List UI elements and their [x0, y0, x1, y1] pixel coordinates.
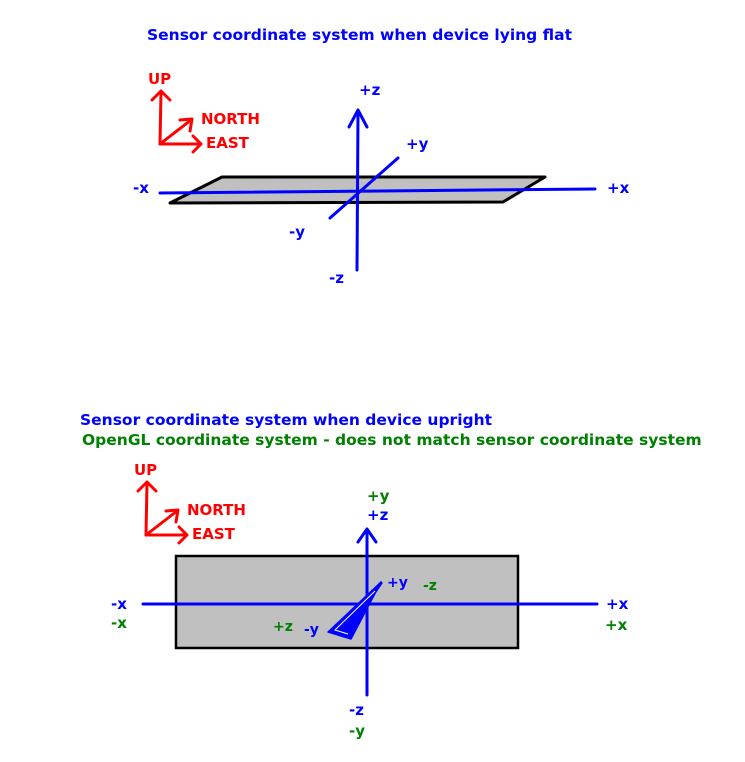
flat-pz-label: +z	[359, 81, 381, 99]
upright-pz-label: +z	[367, 506, 389, 524]
up-arrow	[160, 92, 161, 144]
flat-east-label: EAST	[206, 134, 249, 152]
upright-compass	[138, 482, 187, 543]
flat-px-label: +x	[607, 179, 630, 197]
upright-section	[80, 411, 702, 740]
flat-ny-label: -y	[289, 223, 306, 241]
north-arrow	[146, 511, 177, 535]
upright-px-label: +x	[606, 595, 629, 613]
upright-subtitle: OpenGL coordinate system - does not match sensor coordinate system	[82, 431, 702, 449]
upright-ny-label: -y	[304, 622, 319, 638]
upright-nz-label: -z	[349, 701, 364, 719]
flat-compass	[152, 91, 201, 152]
flat-north-label: NORTH	[201, 110, 260, 128]
upright-north-label: NORTH	[187, 501, 246, 519]
upright-title: Sensor coordinate system when device upright	[80, 411, 493, 429]
flat-py-label: +y	[406, 135, 429, 153]
upright-py-label: +y	[387, 575, 408, 591]
flat-nz-label: -z	[329, 269, 344, 287]
up-arrow	[146, 483, 147, 535]
flat-up-label: UP	[148, 70, 172, 88]
north-arrow	[160, 120, 191, 144]
opengl-nx-label: -x	[111, 614, 127, 632]
opengl-nz-label: -z	[423, 578, 437, 594]
opengl-pz-label: +z	[273, 619, 293, 635]
flat-section	[133, 26, 630, 287]
upright-nx-label: -x	[111, 595, 127, 613]
flat-z-axis	[357, 112, 358, 270]
upright-up-label: UP	[134, 461, 158, 479]
opengl-px-label: +x	[605, 616, 628, 634]
opengl-ny-label: -y	[349, 722, 366, 740]
flat-nx-label: -x	[133, 179, 149, 197]
flat-title: Sensor coordinate system when device lying flat	[147, 26, 573, 44]
opengl-py-label: +y	[367, 487, 390, 505]
upright-east-label: EAST	[192, 525, 235, 543]
